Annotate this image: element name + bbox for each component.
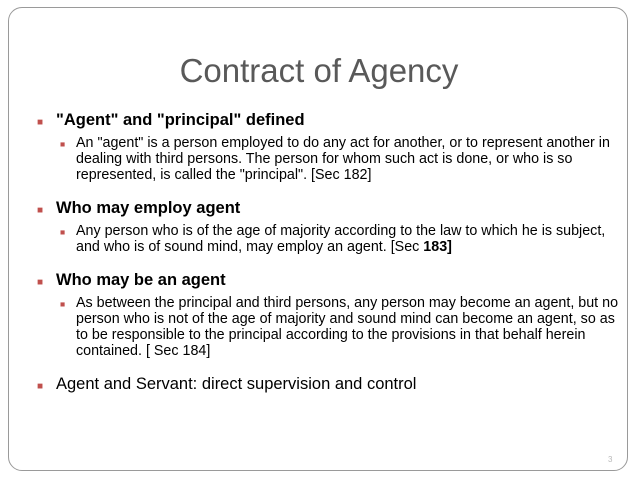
section-body-text: An "agent" is a person employed to do any act for another, or to represent another in dealing with third persons. The person for whom such act is done, or who is so represented, is called the "principal". [Sec 182] — [76, 135, 610, 183]
section-heading-1 — [35, 110, 620, 131]
square-bullet-icon: ■ — [60, 299, 66, 309]
section-body-text: Any person who is of the age of majority according to the law to which he is subject, and who is of sound mind, may employ an agent. [Sec — [76, 223, 606, 255]
section-heading-text: Who may be an agent — [56, 271, 226, 289]
square-bullet-icon: ■ — [60, 227, 66, 237]
square-bullet-icon: ■ — [60, 139, 66, 149]
square-bullet-icon: ■ — [37, 117, 44, 128]
last-point-text: Agent and Servant: direct supervision and control — [56, 375, 417, 393]
section-body-text: As between the principal and third persons, any person may become an agent, but no person who is not of the age of majority and sound mind can become an agent, so as to be responsible to the principal according to the provisions in that behalf herein contained. [ Sec 184] — [76, 295, 619, 359]
section-heading-text: "Agent" and "principal" defined — [56, 111, 305, 129]
section-body-1 — [60, 135, 620, 183]
square-bullet-icon: ■ — [37, 277, 44, 288]
section-body-3 — [60, 295, 620, 359]
slide-content — [35, 110, 620, 395]
square-bullet-icon: ■ — [37, 381, 44, 392]
last-point — [35, 374, 620, 395]
section-heading-3 — [35, 270, 620, 291]
slide-title: Contract of Agency — [179, 52, 459, 89]
section-heading-text: Who may employ agent — [56, 199, 241, 217]
page-number: 3 — [608, 455, 613, 464]
square-bullet-icon: ■ — [37, 205, 44, 216]
section-heading-2 — [35, 198, 620, 219]
section-body-2 — [60, 223, 620, 255]
section-reference-bold: 183] — [423, 239, 452, 255]
